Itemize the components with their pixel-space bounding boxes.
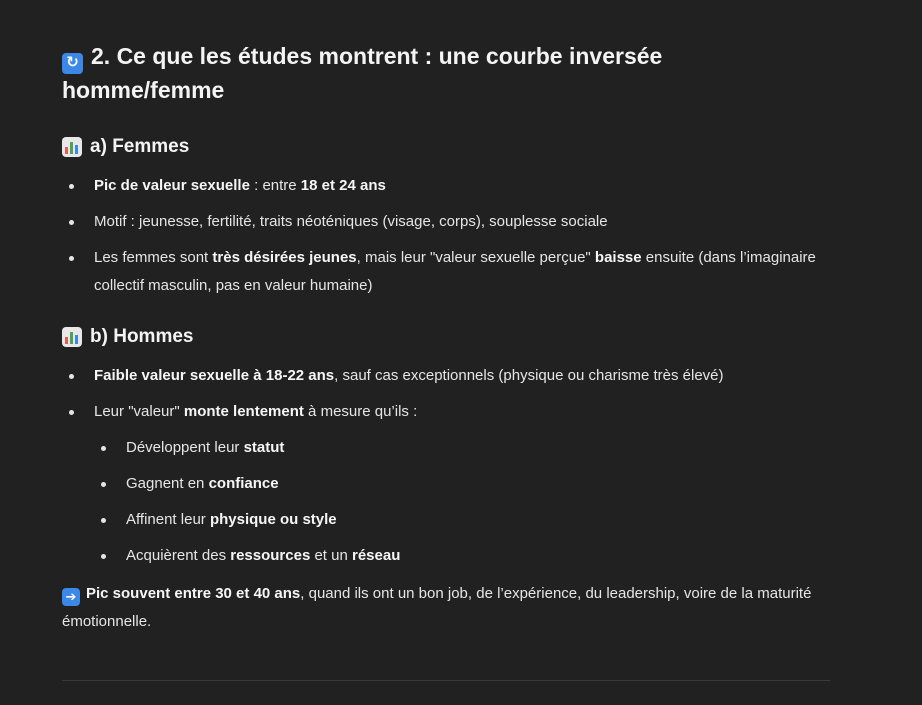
right-arrow-icon: ➔ (62, 588, 80, 606)
sublist-item: Gagnent en confiance (94, 470, 832, 498)
sublist-item: Développent leur statut (94, 434, 832, 462)
sublist-item: Affinent leur physique ou style (94, 506, 832, 534)
subheading-bold: Hommes (113, 325, 194, 347)
sublist-item: Acquièrent des ressources et un réseau (94, 542, 832, 570)
hommes-list (62, 362, 832, 570)
bar-chart-icon (62, 327, 82, 347)
conclusion-paragraph (62, 580, 832, 636)
bar-chart-icon (62, 137, 82, 157)
list-item: Les femmes sont très désirées jeunes, mais leur "valeur sexuelle perçue" baisse ensuite (dans l’imaginaire collectif masculin, pas en valeur humaine) (62, 244, 832, 300)
heading-text: 2. Ce que les études montrent : une (91, 43, 486, 69)
list-item: Faible valeur sexuelle à 18-22 ans, sauf cas exceptionnels (physique ou charisme très élevé) (62, 362, 832, 390)
heading-bold-text: courbe inversée (485, 43, 663, 69)
hommes-sublist (94, 434, 832, 570)
subheading-femmes (62, 134, 832, 160)
subheading-prefix: a) (90, 135, 107, 157)
subheading-bold: Femmes (112, 135, 190, 157)
heading-text-line2: homme/femme (62, 76, 225, 103)
message-content (62, 40, 832, 636)
subheading-prefix: b) (90, 325, 108, 347)
list-item: Motif : jeunesse, fertilité, traits néoténiques (visage, corps), souplesse sociale (62, 208, 832, 236)
list-item: Pic de valeur sexuelle : entre 18 et 24 ans (62, 172, 832, 200)
conclusion-text: , quand ils ont un bon job, de l’expérience, du leadership, voire de la maturité émotionnelle. (62, 584, 812, 630)
section-heading (62, 40, 832, 106)
conclusion-bold: Pic souvent entre 30 et 40 ans (86, 584, 301, 602)
refresh-icon: ↻ (62, 53, 83, 74)
divider (62, 680, 830, 681)
list-item: Leur "valeur" monte lentement à mesure qu’ils : Développent leur statut Gagnent en confiance Affinent leur physique ou style Acquièrent des ressources et un réseau (62, 398, 832, 570)
subheading-hommes (62, 324, 832, 350)
femmes-list (62, 172, 832, 300)
